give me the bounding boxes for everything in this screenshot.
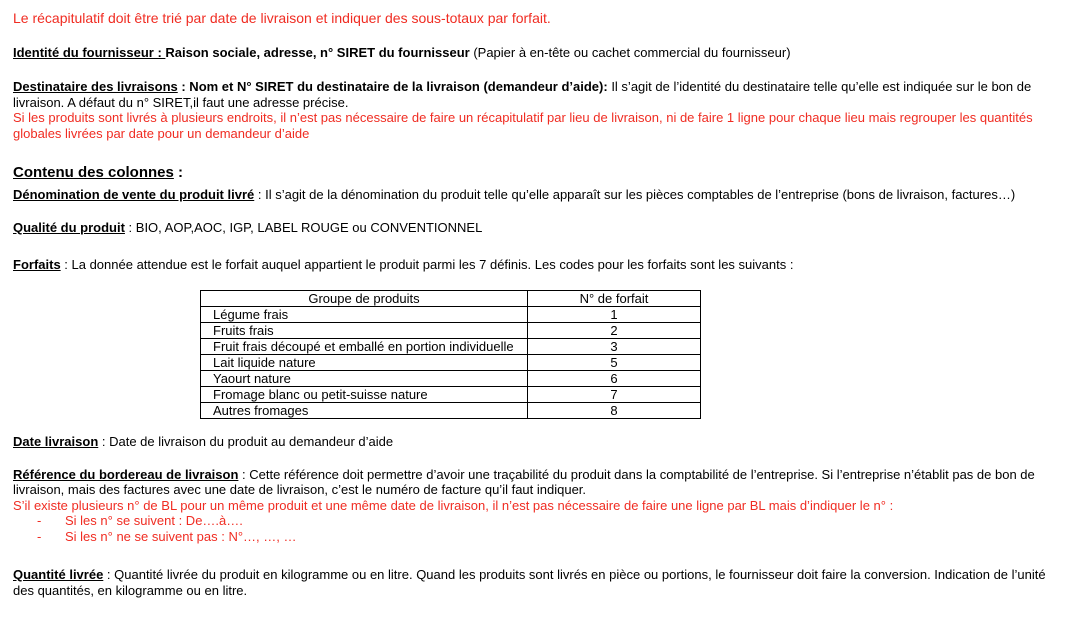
- supplier-identity-paragraph: [13, 45, 1050, 61]
- product-quality-label: Qualité du produit: [13, 219, 125, 235]
- forfait-group-cell: Fruit frais découpé et emballé en portion individuelle: [201, 338, 528, 354]
- forfait-table-header-code: N° de forfait: [528, 290, 701, 306]
- bl-number-red-note: S’il existe plusieurs n° de BL pour un même produit et une même date de livraison, il n’est pas nécessaire de faire une ligne par BL mais d’indiquer le n° :: [13, 497, 894, 513]
- forfait-group-cell: Lait liquide nature: [201, 354, 528, 370]
- bullet-dash: -: [37, 528, 42, 544]
- product-name-paragraph: [13, 187, 1050, 203]
- forfait-group-cell: Légume frais: [201, 306, 528, 322]
- delivery-recipient-paragraph: [13, 79, 1050, 141]
- quantity-plain-text: : Quantité livrée du produit en kilogramme ou en litre. Quand les produits sont livrés en pièce ou portions, le fournisseur doit faire la conversion. Indication de l’unité des quantités, en kilogramme ou en litre.: [13, 567, 1046, 598]
- bl-number-bullet-list: [13, 513, 1050, 544]
- forfait-table-row: [201, 306, 701, 322]
- forfait-group-cell: Fruits frais: [201, 322, 528, 338]
- bullet-item: [13, 529, 1050, 545]
- delivery-note-reference-label: Référence du bordereau de livraison: [13, 466, 239, 482]
- forfaits-plain-text: : La donnée attendue est le forfait auquel appartient le produit parmi les 7 définis. Les codes pour les forfaits sont les suivants :: [60, 256, 794, 272]
- bullet-text: Si les n° ne se suivent pas : N°…, …, …: [65, 528, 297, 544]
- forfait-table-row: [201, 386, 701, 402]
- bullet-dash: -: [37, 513, 42, 528]
- forfait-table-row: [201, 322, 701, 338]
- forfait-code-cell: 6: [528, 370, 701, 386]
- delivery-date-label: Date livraison: [13, 433, 99, 449]
- bullet-item: [13, 513, 1050, 529]
- forfait-table-header-group: Groupe de produits: [201, 290, 528, 306]
- delivery-recipient-plain-text: Il s’agit de l’identité du destinataire telle qu’elle est indiquée sur le bon de livraison. A défaut du n° SIRET,il faut une adresse précise.: [13, 79, 1032, 110]
- supplier-identity-plain-text: (Papier à en-tête ou cachet commercial du fournisseur): [469, 45, 791, 60]
- delivery-note-reference-plain-text: : Cette référence doit permettre d’avoir une traçabilité du produit dans la comptabilité de l’entreprise. Si l’entreprise n’établit pas de bon de livraison, mais des factures avec une date de livraison, c’est le numéro de facture qu’il faut indiquer.: [13, 466, 1035, 497]
- intro-red-note: Le récapitulatif doit être trié par date de livraison et indiquer des sous-totaux par forfait.: [13, 10, 551, 26]
- forfait-table-row: [201, 354, 701, 370]
- supplier-identity-label: Identité du fournisseur :: [13, 45, 166, 60]
- quantity-label: Quantité livrée: [13, 567, 104, 582]
- forfait-code-cell: 1: [528, 306, 701, 322]
- forfait-code-cell: 3: [528, 338, 701, 354]
- forfait-table-row: [201, 402, 701, 418]
- forfaits-label: Forfaits: [13, 256, 61, 272]
- delivery-recipient-red-note: Si les produits sont livrés à plusieurs endroits, il n’est pas nécessaire de faire un récapitulatif par lieu de livraison, ni de faire 1 ligne pour chaque lieu mais regrouper les quantités globales livrées par date pour un demandeur d’aide: [13, 110, 1033, 141]
- product-name-plain-text: : Il s’agit de la dénomination du produit telle qu’elle apparaît sur les pièces comptables de l’entreprise (bons de livraison, factures…): [254, 187, 1016, 202]
- product-name-label: Dénomination de vente du produit livré: [13, 187, 255, 202]
- quantity-paragraph: [13, 567, 1050, 598]
- delivery-recipient-label: Destinataire des livraisons: [13, 79, 178, 94]
- forfait-table: [200, 290, 701, 419]
- forfait-group-cell: Yaourt nature: [201, 370, 528, 386]
- bullet-text: Si les n° se suivent : De….à….: [65, 513, 243, 528]
- columns-heading-colon: :: [173, 164, 184, 181]
- forfaits-paragraph: [13, 257, 1050, 273]
- forfait-code-cell: 8: [528, 402, 701, 418]
- forfait-table-row: [201, 370, 701, 386]
- supplier-identity-bold-text: Raison sociale, adresse, n° SIRET du fournisseur: [165, 45, 470, 60]
- forfait-code-cell: 5: [528, 354, 701, 370]
- delivery-recipient-bold-text: : Nom et N° SIRET du destinataire de la livraison (demandeur d’aide):: [177, 79, 608, 94]
- forfait-table-header-row: [201, 290, 701, 306]
- forfait-group-cell: Fromage blanc ou petit-suisse nature: [201, 386, 528, 402]
- forfait-table-row: [201, 338, 701, 354]
- columns-heading-label: Contenu des colonnes: [13, 164, 174, 181]
- delivery-date-plain-text: : Date de livraison du produit au demandeur d’aide: [98, 433, 394, 449]
- columns-heading: [13, 164, 1050, 182]
- forfait-code-cell: 2: [528, 322, 701, 338]
- delivery-date-paragraph: [13, 434, 1050, 450]
- forfait-group-cell: Autres fromages: [201, 402, 528, 418]
- forfait-code-cell: 7: [528, 386, 701, 402]
- delivery-note-reference-paragraph: [13, 467, 1050, 514]
- product-quality-paragraph: [13, 220, 1050, 236]
- product-quality-plain-text: : BIO, AOP,AOC, IGP, LABEL ROUGE ou CONVENTIONNEL: [124, 219, 483, 235]
